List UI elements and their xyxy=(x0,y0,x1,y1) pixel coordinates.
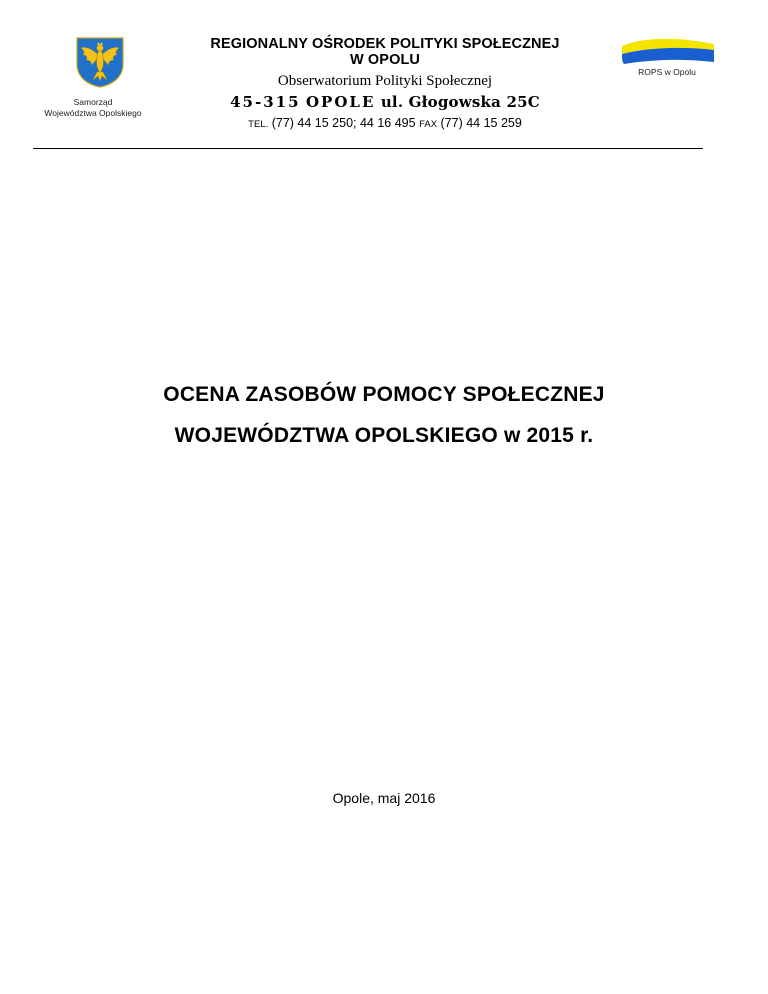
rops-wave-logo-icon xyxy=(620,36,716,66)
observatory-name: Obserwatorium Polityki Społecznej xyxy=(277,73,493,89)
header-divider xyxy=(33,148,703,149)
fax-label: FAX xyxy=(419,119,438,130)
organization-name-line1: REGIONALNY OŚRODEK POLITYKI SPOŁECZNEJ xyxy=(210,36,560,52)
organization-name-line2: W OPOLU xyxy=(350,52,420,68)
contact-line xyxy=(150,116,620,130)
document-title-line2: WOJEWÓDZTWA OPOLSKIEGO w 2015 r. xyxy=(174,424,594,447)
city-name: OPOLE xyxy=(305,93,376,111)
address-line xyxy=(150,93,620,111)
document-title-line1: OCENA ZASOBÓW POMOCY SPOŁECZNEJ xyxy=(163,383,605,406)
fax-number: (77) 44 15 259 xyxy=(440,116,522,130)
street-address: ul. Głogowska 25C xyxy=(380,93,540,111)
emblem-caption-line2: Województwa Opolskiego xyxy=(44,108,142,118)
emblem-caption-line1: Samorząd xyxy=(73,97,113,107)
postal-code: 45-315 xyxy=(230,93,301,111)
opolskie-eagle-coat-of-arms-icon xyxy=(60,36,140,88)
emblem-caption xyxy=(28,97,158,119)
tel-numbers: (77) 44 15 250; 44 16 495 xyxy=(271,116,416,130)
rops-caption: ROPS w Opolu xyxy=(638,67,696,77)
tel-label: TEL. xyxy=(248,119,269,130)
place-and-date: Opole, maj 2016 xyxy=(332,790,436,806)
